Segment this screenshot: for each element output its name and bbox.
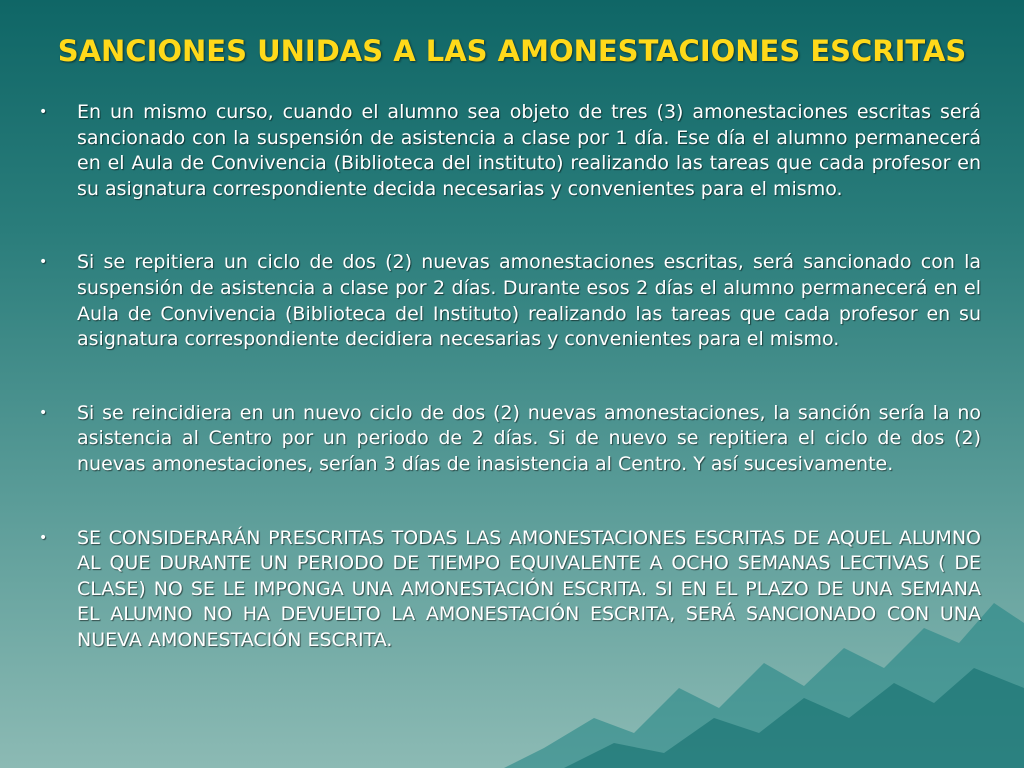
bullet-item — [35, 401, 981, 478]
bullet-text: En un mismo curso, cuando el alumno sea objeto de tres (3) amonestaciones escritas será sancionado con la suspensión de asistencia a clase por 1 día. Ese día el alumno permanecerá en el Aula de Convivencia (Biblioteca del instituto) realizando las tareas que cada profesor en su asignatura correspondiente decida necesarias y convenientes para el mismo. — [77, 101, 981, 200]
bullet-list — [35, 100, 981, 654]
bullet-text: SE CONSIDERARÁN PRESCRITAS TODAS LAS AMONESTACIONES ESCRITAS DE AQUEL ALUMNO AL QUE DURANTE UN PERIODO DE TIEMPO EQUIVALENTE A OCHO SEMANAS LECTIVAS ( DE CLASE) NO SE LE IMPONGA UNA AMONESTACIÓN ESCRITA. SI EN EL PLAZO DE UNA SEMANA EL ALUMNO NO HA DEVUELTO LA AMONESTACIÓN ESCRITA, SERÁ SANCIONADO CON UNA NUEVA AMONESTACIÓN ESCRITA. — [77, 526, 981, 651]
bullet-marker: • — [39, 404, 48, 421]
bullet-marker: • — [39, 104, 48, 120]
bullet-item — [35, 100, 981, 202]
bullet-text: Si se reincidiera en un nuevo ciclo de dos (2) nuevas amonestaciones, la sanción sería la no asistencia al Centro por un periodo de 2 días. Si de nuevo se repitiera el ciclo de dos (2) nuevas amonestaciones, serían 3 días de inasistencia al Centro. Y así sucesivamente. — [77, 401, 981, 475]
bullet-marker: • — [39, 529, 48, 546]
bullet-item — [35, 250, 981, 352]
bullet-text: Si se repitiera un ciclo de dos (2) nuevas amonestaciones escritas, será sancionado con la suspensión de asistencia a clase por 2 días. Durante esos 2 días el alumno permanecerá en el Aula de Convivencia (Biblioteca del Instituto) realizando las tareas que cada profesor en su asignatura correspondiente decidiera necesarias y convenientes para el mismo. — [77, 251, 981, 351]
bullet-item — [35, 526, 981, 654]
slide-title: SANCIONES UNIDAS A LAS AMONESTACIONES ESCRITAS — [57, 34, 967, 68]
bullet-marker: • — [39, 254, 48, 271]
